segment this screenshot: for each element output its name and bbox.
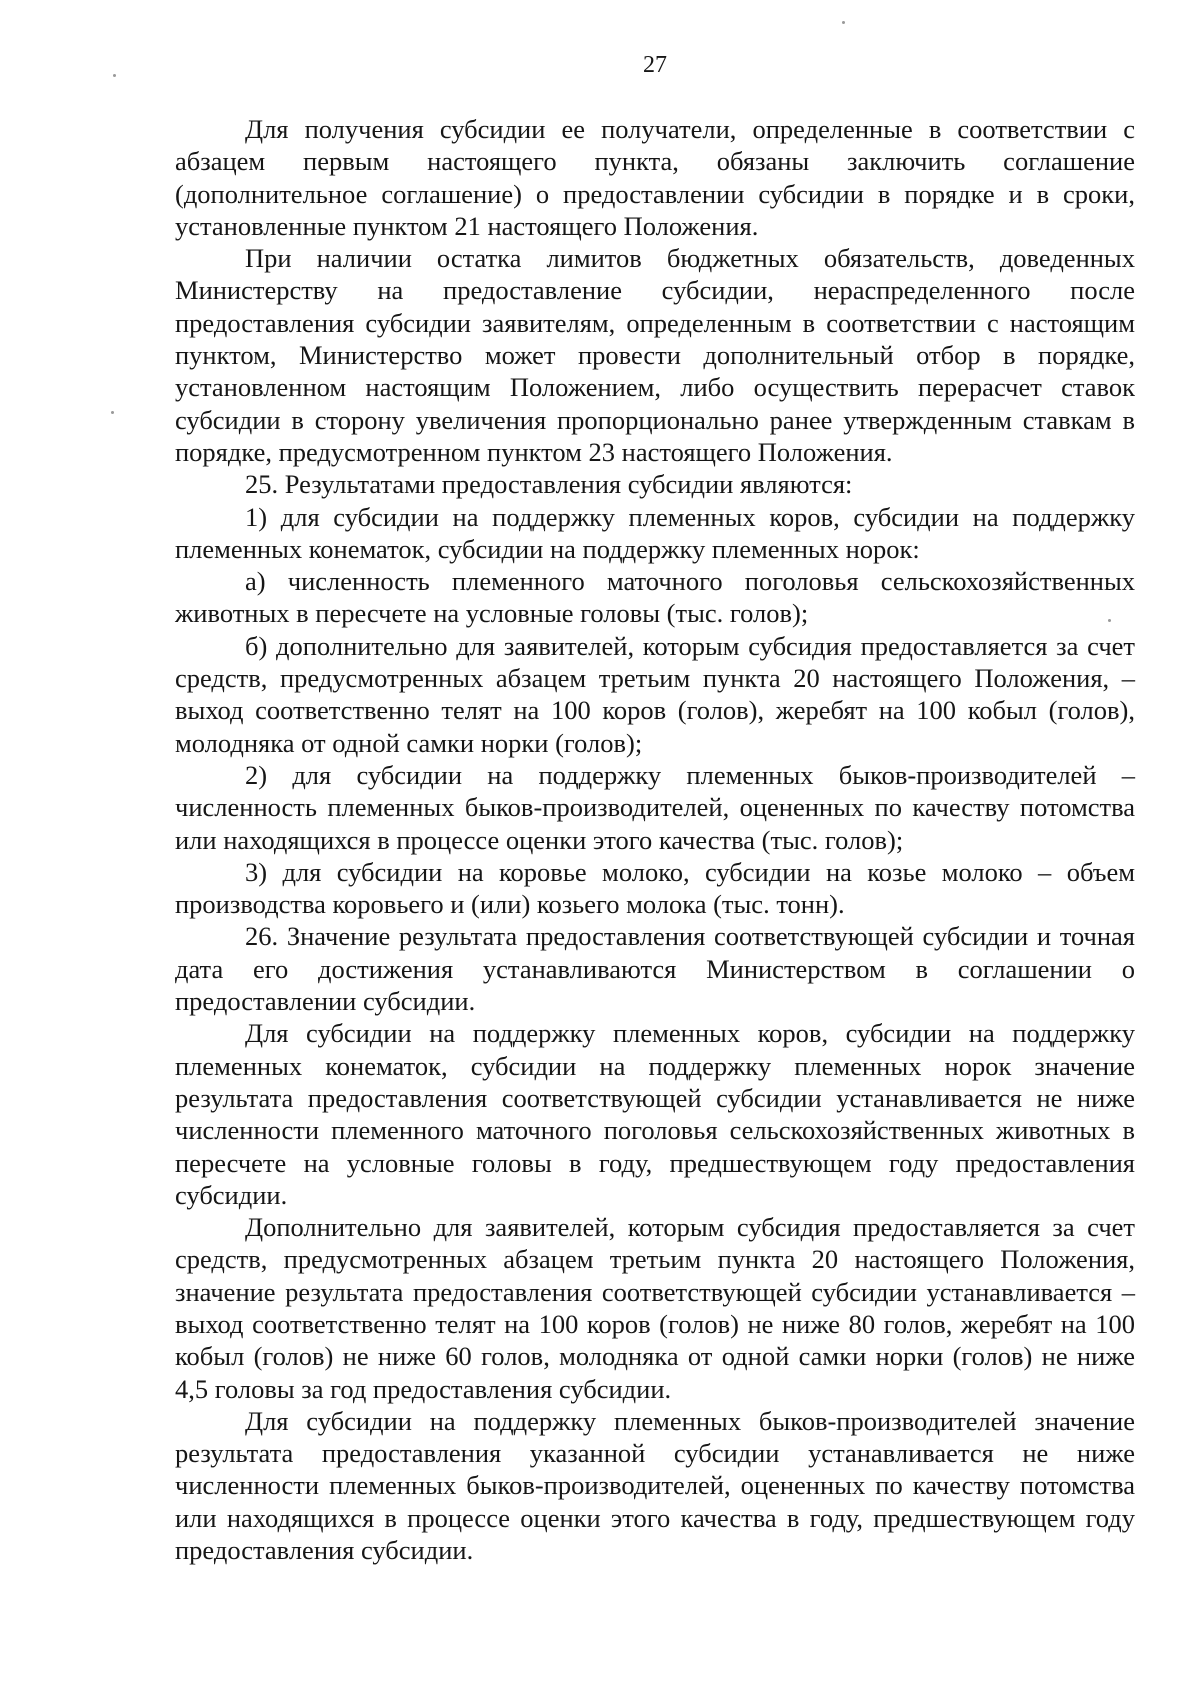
paragraph-item-25-1-b: б) дополнительно для заявителей, которым субсидия предоставляется за счет средств, предусмотренных абзацем третьим пункта 20 настоящего Положения, – выход соответственно телят на 100 коров (голов), жеребят на 100 кобыл (голов), молодняка от одной самки норки (голов); (175, 630, 1135, 758)
paragraph-agreement-requirement: Для получения субсидии ее получатели, определенные в соответствии с абзацем первым настоящего пункта, обязаны заключить соглашение (дополнительное соглашение) о предоставлении субсидии в порядке и в сроки, установленные пунктом 21 настоящего Положения. (175, 114, 1135, 241)
paragraph-item-25-1-a: а) численность племенного маточного поголовья сельскохозяйственных животных в пересчете на условные головы (тыс. голов); (175, 566, 1135, 629)
paragraph-item-25-2: 2) для субсидии на поддержку племенных быков-производителей – численность племенных быков-производителей, оцененных по качеству потомства или находящихся в процессе оценки этого качества (тыс. голов); (175, 759, 1135, 855)
paragraph-remaining-limits: При наличии остатка лимитов бюджетных обязательств, доведенных Министерству на предоставление субсидии, нераспределенного после предоставления субсидии заявителям, определенным в соответствии с настоящим пунктом, Министерство может провести дополнительный отбор в порядке, установленном настоящим Положением, либо осуществить перерасчет ставок субсидии в сторону увеличения пропорционально ранее утвержденным ставкам в порядке, предусмотренном пунктом 23 настоящего Положения. (175, 243, 1135, 467)
document-body (175, 113, 1135, 1566)
paragraph-item-25-1: 1) для субсидии на поддержку племенных коров, субсидии на поддержку племенных конематок, субсидии на поддержку племенных норок: (175, 501, 1135, 564)
paragraph-additional-result-value: Дополнительно для заявителей, которым субсидия предоставляется за счет средств, предусмотренных абзацем третьим пункта 20 настоящего Положения, значение результата предоставления соответствующей субсидии устанавливается – выход соответственно телят на 100 коров (голов) не ниже 80 голов, жеребят на 100 кобыл (голов) не ниже 60 голов, молодняка от одной самки норки (голов) не ниже 4,5 головы за год предоставления субсидии. (175, 1212, 1135, 1404)
scan-speck (111, 411, 114, 414)
paragraph-bulls-result-value: Для субсидии на поддержку племенных быков-производителей значение результата предоставления указанной субсидии устанавливается не ниже численности племенных быков-производителей, оцененных по качеству потомства или находящихся в процессе оценки этого качества в году, предшествующем году предоставления субсидии. (175, 1405, 1135, 1566)
scan-speck (842, 21, 845, 24)
paragraph-item-25-3: 3) для субсидии на коровье молоко, субсидии на козье молоко – объем производства коровьего и (или) козьего молока (тыс. тонн). (175, 856, 1135, 920)
paragraph-item-26: 26. Значение результата предоставления соответствующей субсидии и точная дата его достижения устанавливаются Министерством в соглашении о предоставлении субсидии. (175, 921, 1135, 1017)
paragraph-cows-result-value: Для субсидии на поддержку племенных коров, субсидии на поддержку племенных конематок, субсидии на поддержку племенных норок значение результата предоставления соответствующей субсидии устанавливается не ниже численности племенного маточного поголовья сельскохозяйственных животных в пересчете на условные головы в году, предшествующем году предоставления субсидии. (175, 1018, 1135, 1210)
scan-speck (113, 74, 116, 77)
paragraph-item-25-heading: 25. Результатами предоставления субсидии являются: (245, 469, 853, 500)
scan-speck (1108, 619, 1111, 622)
page-number: 27 (643, 52, 667, 78)
